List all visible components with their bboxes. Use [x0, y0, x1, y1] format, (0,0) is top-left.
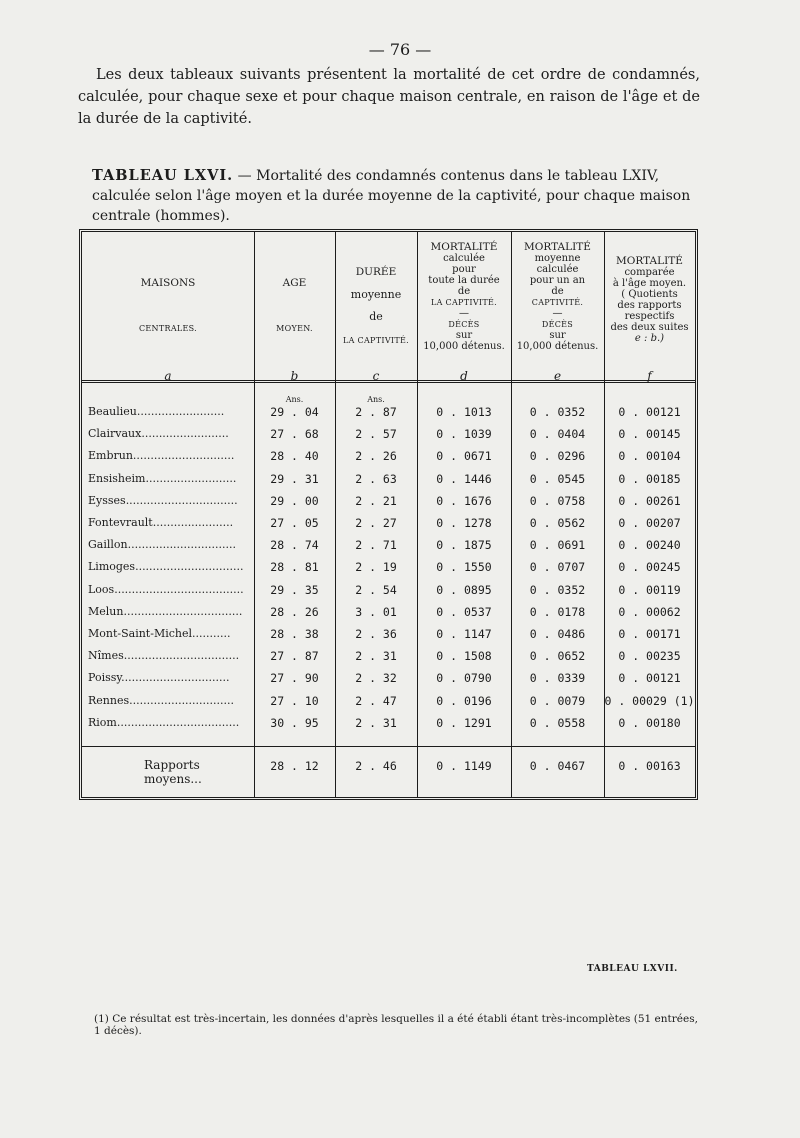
cell-mortalite-annuelle: 0 . 0296	[529, 449, 586, 464]
cell-age: 29 . 31	[270, 471, 319, 486]
header-duree-moyenne: moyenne	[350, 288, 402, 301]
header-moyen: MOYEN.	[276, 324, 313, 333]
cell-duree: 3 . 01	[355, 604, 397, 619]
header-mort-d-2: calculée	[443, 253, 485, 264]
cell-mortalite-annuelle: 0 . 0707	[529, 560, 586, 575]
cell-duree: 2 . 36	[355, 627, 397, 641]
table-row	[82, 427, 695, 449]
header-mort-d-6: LA CAPTIVITÉ.	[431, 298, 497, 307]
maison-name: Limoges...............................	[88, 560, 244, 574]
header-mort-f-3: à l'âge moyen.	[612, 278, 687, 289]
header-mortalite-comparee	[604, 256, 695, 344]
cell-mortalite-annuelle: 0 . 0079	[529, 693, 586, 708]
header-mort-f-2: comparée	[624, 267, 675, 278]
cell-mortalite-comparee: 0 . 00185	[618, 471, 681, 486]
cell-mortalite-comparee: 0 . 00029 (1)	[604, 693, 695, 708]
cell-age: 27 . 90	[270, 671, 319, 686]
cell-duree: 2 . 47	[355, 693, 397, 708]
maison-name: Beaulieu.........................	[88, 405, 225, 418]
maison-name: Melun..................................	[88, 604, 243, 618]
average-age: 28 . 12	[270, 759, 319, 773]
maison-name: Poissy...............................	[88, 671, 230, 685]
average-duree: 2 . 46	[355, 759, 397, 773]
header-mort-d-10: 10,000 détenus.	[423, 341, 505, 352]
cell-mortalite-totale: 0 . 0895	[436, 582, 492, 597]
header-mort-d-5: de	[457, 286, 471, 297]
header-mort-d-9: sur	[455, 330, 473, 341]
header-mort-e-5: de	[551, 286, 564, 297]
cell-mortalite-comparee: 0 . 00145	[618, 427, 681, 442]
cell-duree: 2 . 27	[355, 516, 397, 530]
cell-duree: 2 . 32	[355, 671, 397, 686]
cell-duree: 2 . 31	[355, 715, 397, 730]
header-mort-f-6: respectifs	[624, 311, 675, 322]
header-duree-de: de	[369, 310, 383, 323]
maison-name: Mont-Saint-Michel...........	[88, 627, 231, 640]
header-mort-f-8: e : b.)	[634, 333, 665, 344]
cell-age: 30 . 95	[270, 715, 319, 730]
cell-mortalite-annuelle: 0 . 0339	[529, 671, 586, 686]
table-row	[82, 649, 695, 671]
cell-mortalite-annuelle: 0 . 0352	[529, 405, 586, 419]
header-mort-d-4: toute la durée	[428, 275, 500, 286]
header-mort-f-5: des rapports	[617, 300, 682, 311]
table-row	[82, 472, 695, 494]
header-mort-e-7: —	[552, 308, 563, 319]
header-mort-e-4: pour un an	[529, 275, 586, 286]
intro-paragraph: Les deux tableaux suivants présentent la mortalité de cet ordre de condamnés, calculée, pour chaque sexe et pour chaque maison centrale, en raison de l'âge et de la durée de la captivité.	[78, 67, 700, 127]
cell-mortalite-totale: 0 . 0790	[436, 671, 492, 686]
col-letter-a: a	[164, 369, 172, 383]
cell-mortalite-annuelle: 0 . 0652	[529, 649, 586, 664]
cell-mortalite-comparee: 0 . 00171	[618, 627, 681, 641]
table-row	[82, 449, 695, 471]
cell-mortalite-totale: 0 . 1550	[436, 560, 492, 575]
cell-duree: 2 . 26	[355, 449, 397, 464]
header-mort-e-3: calculée	[536, 264, 579, 275]
page-number: — 76 —	[368, 40, 432, 59]
header-mort-d-1: MORTALITÉ	[430, 241, 498, 253]
header-mort-f-1: MORTALITÉ	[616, 255, 683, 267]
table-row	[82, 494, 695, 516]
cell-mortalite-comparee: 0 . 00180	[618, 715, 681, 730]
cell-duree: 2 . 19	[355, 560, 397, 575]
header-mort-e-6: CAPTIVITÉ.	[531, 298, 584, 307]
cell-age: 28 . 38	[270, 627, 319, 641]
maison-name: Gaillon...............................	[88, 538, 237, 552]
average-mortalite-comparee: 0 . 00163	[618, 759, 681, 773]
table-caption-text: — Mortalité des condamnés contenus dans le tableau LXIV, calculée selon l'âge moyen et la durée moyenne de la captivité, pour chaque maison centrale (hommes).	[92, 168, 691, 224]
average-mortalite-annuelle: 0 . 0467	[529, 759, 586, 773]
cell-mortalite-totale: 0 . 0196	[436, 693, 492, 708]
cell-duree: 2 . 21	[355, 493, 397, 508]
cell-mortalite-annuelle: 0 . 0352	[529, 582, 586, 597]
cell-duree: 2 . 54	[355, 582, 397, 597]
maison-name: Rennes..............................	[88, 693, 235, 707]
header-age: AGE	[282, 277, 307, 289]
header-mortalite-annuelle	[511, 242, 604, 352]
cell-mortalite-totale: 0 . 1013	[436, 405, 492, 419]
header-mort-e-10: 10,000 détenus.	[516, 341, 599, 352]
average-mortalite-totale: 0 . 1149	[436, 759, 492, 773]
cell-mortalite-totale: 0 . 1676	[436, 493, 492, 508]
header-mort-d-8: DÉCÈS	[448, 320, 480, 329]
cell-mortalite-comparee: 0 . 00240	[618, 538, 681, 553]
cell-age: 27 . 05	[270, 516, 319, 530]
cell-mortalite-totale: 0 . 0537	[436, 604, 492, 619]
cell-age: 27 . 10	[270, 693, 319, 708]
footnote: (1) Ce résultat est très-incertain, les données d'après lesquelles il a été établi étant très-incomplètes (51 entrées, 1 décès).	[94, 1013, 698, 1037]
next-table-label: TABLEAU LXVII.	[587, 964, 678, 974]
unit-duree: Ans.	[367, 395, 385, 404]
cell-mortalite-comparee: 0 . 00121	[618, 405, 681, 419]
table-row	[82, 583, 695, 605]
cell-mortalite-totale: 0 . 0671	[436, 449, 492, 464]
cell-duree: 2 . 71	[355, 538, 397, 553]
cell-mortalite-comparee: 0 . 00062	[618, 604, 681, 619]
table-row	[82, 560, 695, 582]
cell-age: 27 . 87	[270, 649, 319, 664]
header-mort-e-9: sur	[549, 330, 566, 341]
average-row	[82, 751, 695, 786]
header-mort-d-7: —	[459, 308, 469, 319]
cell-mortalite-annuelle: 0 . 0486	[529, 627, 586, 641]
cell-mortalite-totale: 0 . 1291	[436, 715, 492, 730]
cell-mortalite-totale: 0 . 1875	[436, 538, 492, 553]
cell-mortalite-annuelle: 0 . 0558	[529, 715, 586, 730]
cell-mortalite-comparee: 0 . 00121	[618, 671, 681, 686]
table-caption	[92, 166, 697, 226]
cell-mortalite-totale: 0 . 1508	[436, 649, 492, 664]
cell-age: 29 . 04	[270, 405, 319, 419]
cell-mortalite-totale: 0 . 1278	[436, 516, 492, 530]
cell-age: 28 . 26	[270, 604, 319, 619]
header-mort-e-2: moyenne	[534, 253, 581, 264]
maison-name: Eysses................................	[88, 493, 238, 507]
table-row	[82, 516, 695, 538]
header-mort-e-8: DÉCÈS	[541, 320, 574, 329]
cell-mortalite-totale: 0 . 1147	[436, 627, 492, 641]
table-row	[82, 716, 695, 738]
header-mort-f-7: des deux suites	[610, 322, 689, 333]
table-row	[82, 405, 695, 427]
cell-mortalite-annuelle: 0 . 0404	[529, 427, 586, 442]
average-label: Rapports moyens...	[144, 758, 202, 786]
cell-age: 29 . 00	[270, 493, 319, 508]
maison-name: Ensisheim..........................	[88, 471, 237, 485]
table-row	[82, 538, 695, 560]
cell-mortalite-annuelle: 0 . 0178	[529, 604, 586, 619]
header-maisons: MAISONS	[140, 277, 196, 289]
cell-age: 28 . 81	[270, 560, 319, 575]
table-row	[82, 627, 695, 649]
cell-duree: 2 . 31	[355, 649, 397, 664]
cell-mortalite-comparee: 0 . 00245	[618, 560, 681, 575]
maison-name: Clairvaux.........................	[88, 427, 229, 441]
cell-mortalite-comparee: 0 . 00119	[618, 582, 681, 597]
cell-mortalite-annuelle: 0 . 0758	[529, 493, 586, 508]
cell-mortalite-comparee: 0 . 00207	[618, 516, 681, 530]
header-captivite: LA CAPTIVITÉ.	[343, 336, 409, 345]
cell-age: 27 . 68	[270, 427, 319, 442]
cell-mortalite-comparee: 0 . 00235	[618, 649, 681, 664]
header-centrales: CENTRALES.	[139, 324, 197, 333]
cell-mortalite-totale: 0 . 1039	[436, 427, 492, 442]
cell-age: 29 . 35	[270, 582, 319, 597]
cell-mortalite-annuelle: 0 . 0545	[529, 471, 586, 486]
header-mort-f-4: ( Quotients	[621, 289, 678, 300]
cell-mortalite-totale: 0 . 1446	[436, 471, 492, 486]
col-letter-c: c	[372, 369, 380, 383]
cell-duree: 2 . 57	[355, 427, 397, 442]
maison-name: Riom...................................	[88, 715, 240, 729]
cell-age: 28 . 74	[270, 538, 319, 553]
cell-mortalite-annuelle: 0 . 0691	[529, 538, 586, 553]
cell-mortalite-comparee: 0 . 00261	[618, 493, 681, 508]
maison-name: Fontevrault.......................	[88, 516, 234, 529]
header-mortalite-totale	[417, 242, 511, 352]
maison-name: Embrun.............................	[88, 449, 235, 463]
cell-mortalite-comparee: 0 . 00104	[618, 449, 681, 464]
cell-mortalite-annuelle: 0 . 0562	[529, 516, 586, 530]
header-duree: DURÉE	[355, 266, 397, 278]
cell-duree: 2 . 87	[355, 405, 397, 419]
col-letter-f: f	[647, 369, 652, 383]
table-row	[82, 694, 695, 716]
header-mort-d-3: pour	[452, 264, 476, 275]
total-rule	[82, 746, 695, 747]
table-row	[82, 605, 695, 627]
maison-name: Nîmes.................................	[88, 649, 240, 663]
table-row	[82, 671, 695, 693]
maison-name: Loos.....................................	[88, 582, 244, 596]
unit-age: Ans.	[285, 395, 304, 404]
table-number: TABLEAU LXVI.	[92, 167, 234, 184]
cell-duree: 2 . 63	[355, 471, 397, 486]
cell-age: 28 . 40	[270, 449, 319, 464]
mortality-table	[79, 229, 698, 800]
col-letter-e: e	[553, 369, 562, 383]
col-letter-d: d	[460, 369, 468, 383]
header-mort-e-1: MORTALITÉ	[524, 241, 591, 253]
col-letter-b: b	[290, 369, 299, 383]
